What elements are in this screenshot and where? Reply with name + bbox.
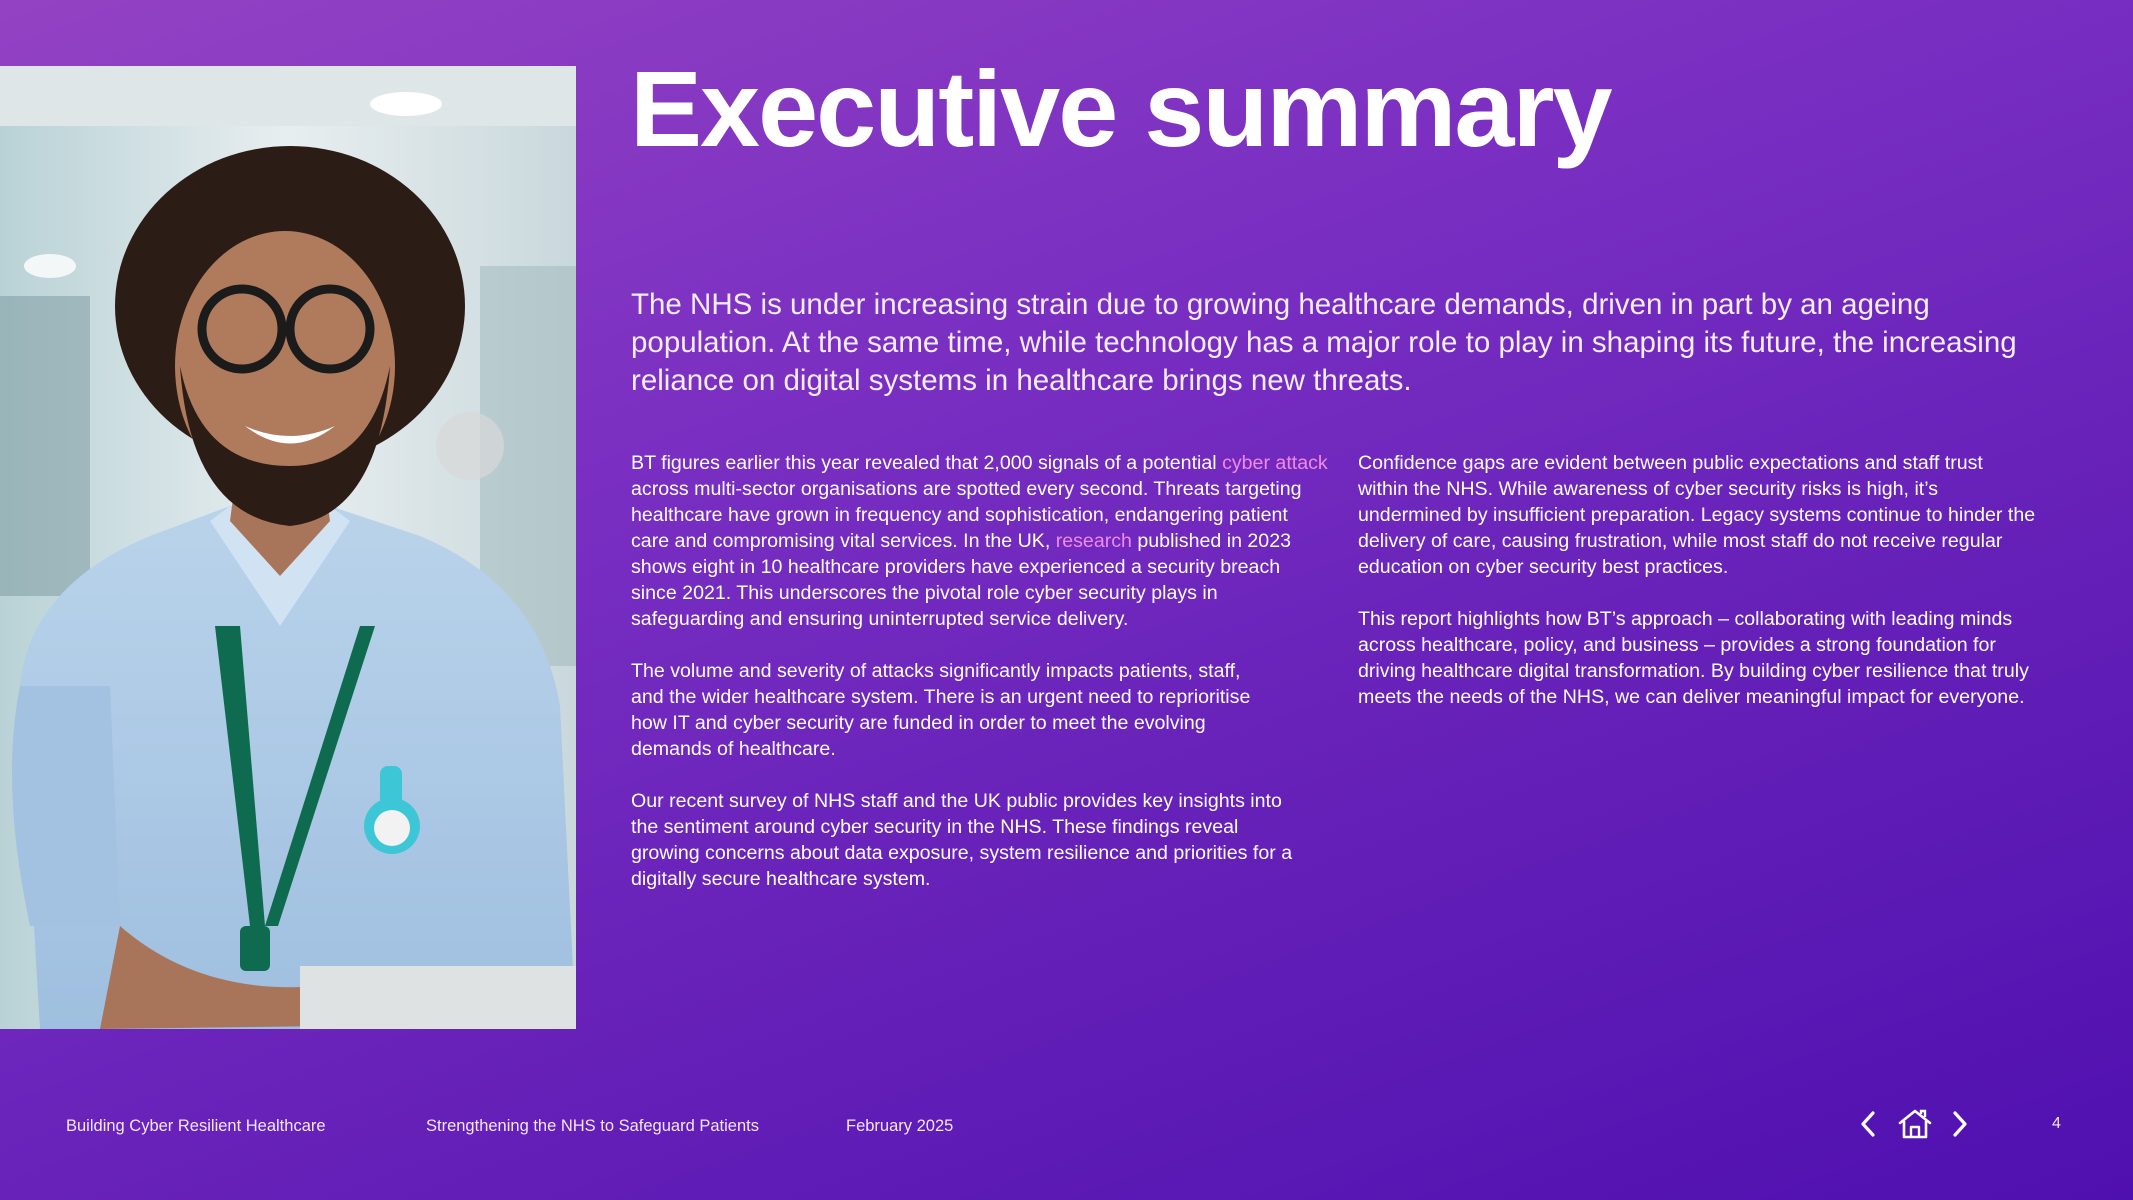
- chevron-left-icon: [1857, 1110, 1879, 1138]
- previous-page-button[interactable]: [1848, 1104, 1888, 1144]
- nurse-photo: [0, 66, 576, 1029]
- page-number: 4: [2052, 1115, 2061, 1132]
- left-paragraph-2: The volume and severity of attacks significantly impacts patients, staff, and the wider healthcare system. There is an urgent need to reprioritise how IT and cyber security are funded in order to meet the evolving demands of healthcare.: [631, 660, 1251, 760]
- left-column: [631, 450, 1331, 918]
- page-title: Executive summary: [630, 48, 1611, 169]
- right-paragraph-2: This report highlights how BT’s approach – collaborating with leading minds across healthcare, policy, and business – provides a strong foundation for driving healthcare digital transformation. By building cyber resilience that truly meets the needs of the NHS, we can deliver meaningful impact for everyone.: [1358, 608, 2029, 708]
- text-segment: published in 2023 shows eight in 10 healthcare providers have experienced a security breach since 2021. This underscores the pivotal role cyber security plays in safeguarding and ensuring uninterrupted service delivery.: [631, 530, 1291, 630]
- left-paragraph-1: [631, 450, 1331, 632]
- chevron-right-icon: [1949, 1110, 1971, 1138]
- footer-subtitle: Strengthening the NHS to Safeguard Patients: [426, 1117, 759, 1135]
- footer-report-title: Building Cyber Resilient Healthcare: [66, 1117, 326, 1135]
- lead-paragraph: The NHS is under increasing strain due to growing healthcare demands, driven in part by an ageing population. At the same time, while technology has a major role to play in shaping its future, the increasing reliance on digital systems in healthcare brings new threats.: [631, 288, 2017, 397]
- right-paragraph-1: Confidence gaps are evident between public expectations and staff trust within the NHS. While awareness of cyber security risks is high, it’s undermined by insufficient preparation. Legacy systems continue to hinder the delivery of care, causing frustration, while most staff do not receive regular education on cyber security best practices.: [1358, 452, 2036, 578]
- research-link[interactable]: research: [1055, 530, 1132, 552]
- left-paragraph-3: Our recent survey of NHS staff and the UK public provides key insights into the sentiment around cyber security in the NHS. These findings reveal growing concerns about data exposure, system resilience and priorities for a digitally secure healthcare system.: [631, 790, 1293, 890]
- cyber-attack-link[interactable]: cyber attack: [1222, 452, 1328, 474]
- footer-date: February 2025: [846, 1117, 954, 1135]
- next-page-button[interactable]: [1940, 1104, 1980, 1144]
- right-column: [1358, 450, 2058, 736]
- text-segment: BT figures earlier this year revealed that 2,000 signals of a potential: [631, 452, 1223, 474]
- text-segment: across multi-sector organisations are spotted every second. Threats targeting healthcare have grown in frequency and sophistication, endangering patient care and compromising vital services. In the UK,: [631, 478, 1302, 552]
- home-icon: [1897, 1108, 1933, 1140]
- home-button[interactable]: [1893, 1104, 1937, 1144]
